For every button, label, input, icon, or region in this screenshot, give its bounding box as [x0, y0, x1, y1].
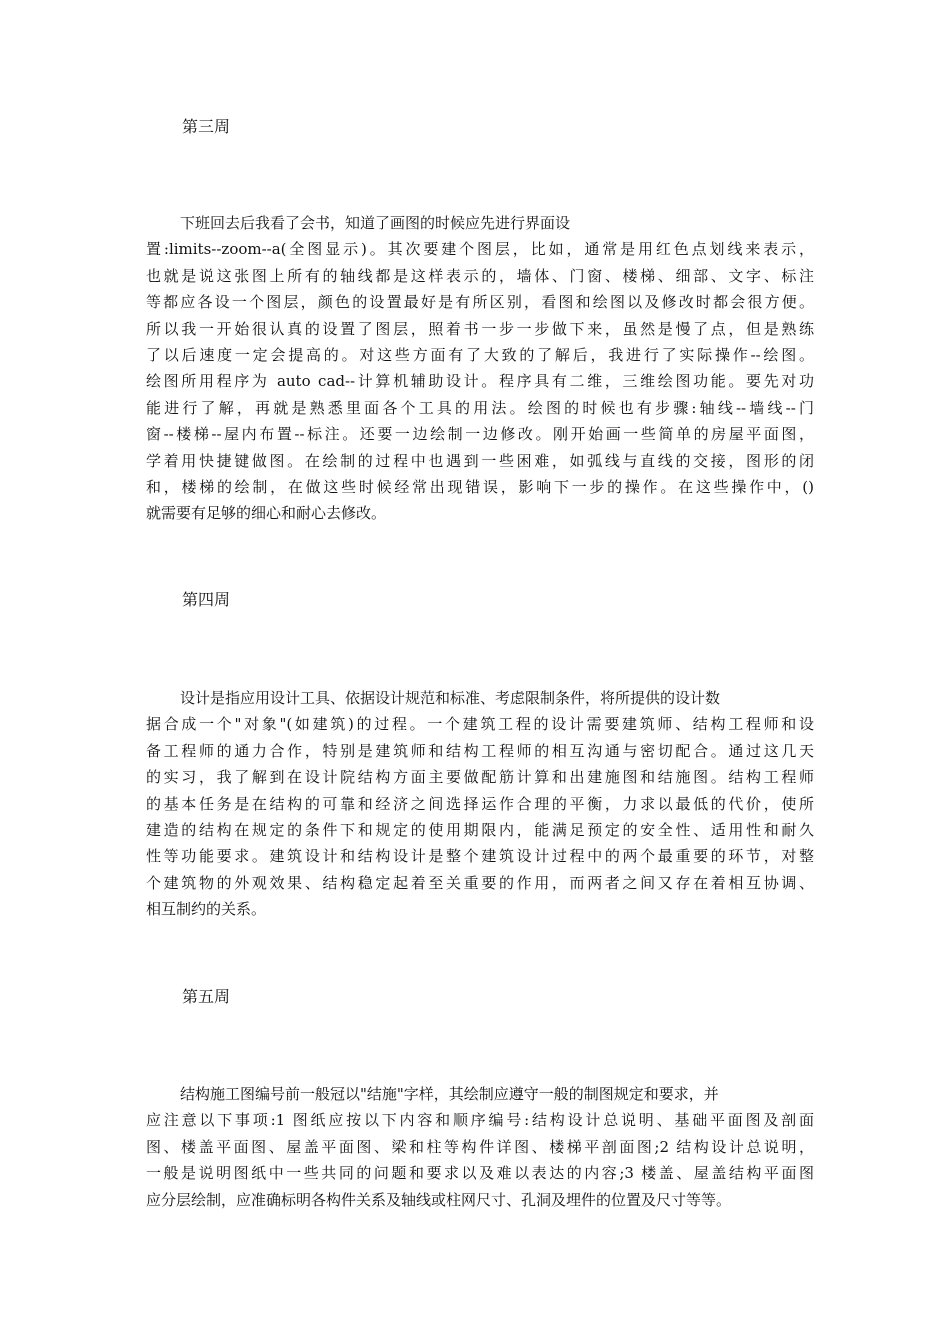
- paragraph-line: 据合成一个"对象"(如建筑)的过程。一个建筑工程的设计需要建筑师、结构工程师和设: [146, 715, 814, 734]
- section-heading-week5: 第五周: [182, 987, 231, 1006]
- paragraph-line: 了以后速度一定会提高的。对这些方面有了大致的了解后，我进行了实际操作--绘图。: [146, 346, 814, 365]
- paragraph-line: 所以我一开始很认真的设置了图层，照着书一步一步做下来，虽然是慢了点，但是熟练: [146, 319, 814, 338]
- paragraph-line: 和，楼梯的绘制，在做这些时候经常出现错误，影响下一步的操作。在这些操作中，(): [146, 478, 814, 497]
- paragraph-line: 应注意以下事项:1 图纸应按以下内容和顺序编号:结构设计总说明、基础平面图及剖面: [146, 1111, 814, 1130]
- paragraph-line: 也就是说这张图上所有的轴线都是这样表示的，墙体、门窗、楼梯、细部、文字、标注: [146, 266, 814, 285]
- paragraph-line: 等都应各设一个图层，颜色的设置最好是有所区别，看图和绘图以及修改时都会很方便。: [146, 293, 814, 312]
- section-paragraph-week3: [146, 210, 814, 527]
- paragraph-line: 应分层绘制，应准确标明各构件关系及轴线或柱网尺寸、孔洞及埋件的位置及尺寸等等。: [146, 1190, 732, 1209]
- paragraph-line: 性等功能要求。建筑设计和结构设计是整个建筑设计过程中的两个最重要的环节，对整: [146, 847, 814, 866]
- paragraph-line: 窗--楼梯--屋内布置--标注。还要一边绘制一边修改。刚开始画一些简单的房屋平面图，: [146, 425, 814, 444]
- paragraph-line: 绘图所用程序为 auto cad--计算机辅助设计。程序具有二维，三维绘图功能。要先对功: [146, 372, 814, 391]
- paragraph-line: 下班回去后我看了会书，知道了画图的时候应先进行界面设: [180, 214, 571, 232]
- paragraph-line: 图、楼盖平面图、屋盖平面图、梁和柱等构件详图、楼梯平剖面图;2 结构设计总说明，: [146, 1137, 814, 1156]
- paragraph-line: 能进行了解，再就是熟悉里面各个工具的用法。绘图的时候也有步骤:轴线--墙线--门: [146, 398, 814, 417]
- paragraph-line: 相互制约的关系。: [146, 900, 267, 919]
- section-heading-week3: 第三周: [182, 117, 231, 136]
- paragraph-line: 设计是指应用设计工具、依据设计规范和标准、考虑限制条件，将所提供的设计数: [180, 689, 721, 707]
- section-paragraph-week4: [146, 685, 814, 923]
- section-heading-week4: 第四周: [182, 590, 231, 609]
- paragraph-line: 学着用快捷键做图。在绘制的过程中也遇到一些困难，如弧线与直线的交接，图形的闭: [146, 451, 814, 470]
- paragraph-line: 结构施工图编号前一般冠以"结施"字样，其绘制应遵守一般的制图规定和要求，并: [180, 1085, 719, 1103]
- paragraph-line: 备工程师的通力合作，特别是建筑师和结构工程师的相互沟通与密切配合。通过这几天: [146, 741, 814, 760]
- paragraph-line: 置:limits--zoom--a(全图显示)。其次要建个图层，比如，通常是用红色点划线来表示，: [146, 240, 814, 259]
- paragraph-line: 建造的结构在规定的条件下和规定的使用期限内，能满足预定的安全性、适用性和耐久: [146, 821, 814, 840]
- paragraph-line: 的实习，我了解到在设计院结构方面主要做配筋计算和出建施图和结施图。结构工程师: [146, 768, 814, 787]
- paragraph-line: 就需要有足够的细心和耐心去修改。: [146, 504, 387, 523]
- paragraph-line: 一般是说明图纸中一些共同的问题和要求以及难以表达的内容;3 楼盖、屋盖结构平面图: [146, 1164, 814, 1183]
- paragraph-line: 的基本任务是在结构的可靠和经济之间选择运作合理的平衡，力求以最低的代价，使所: [146, 794, 814, 813]
- section-paragraph-week5: [146, 1081, 814, 1213]
- paragraph-line: 个建筑物的外观效果、结构稳定起着至关重要的作用，而两者之间又存在着相互协调、: [146, 873, 814, 892]
